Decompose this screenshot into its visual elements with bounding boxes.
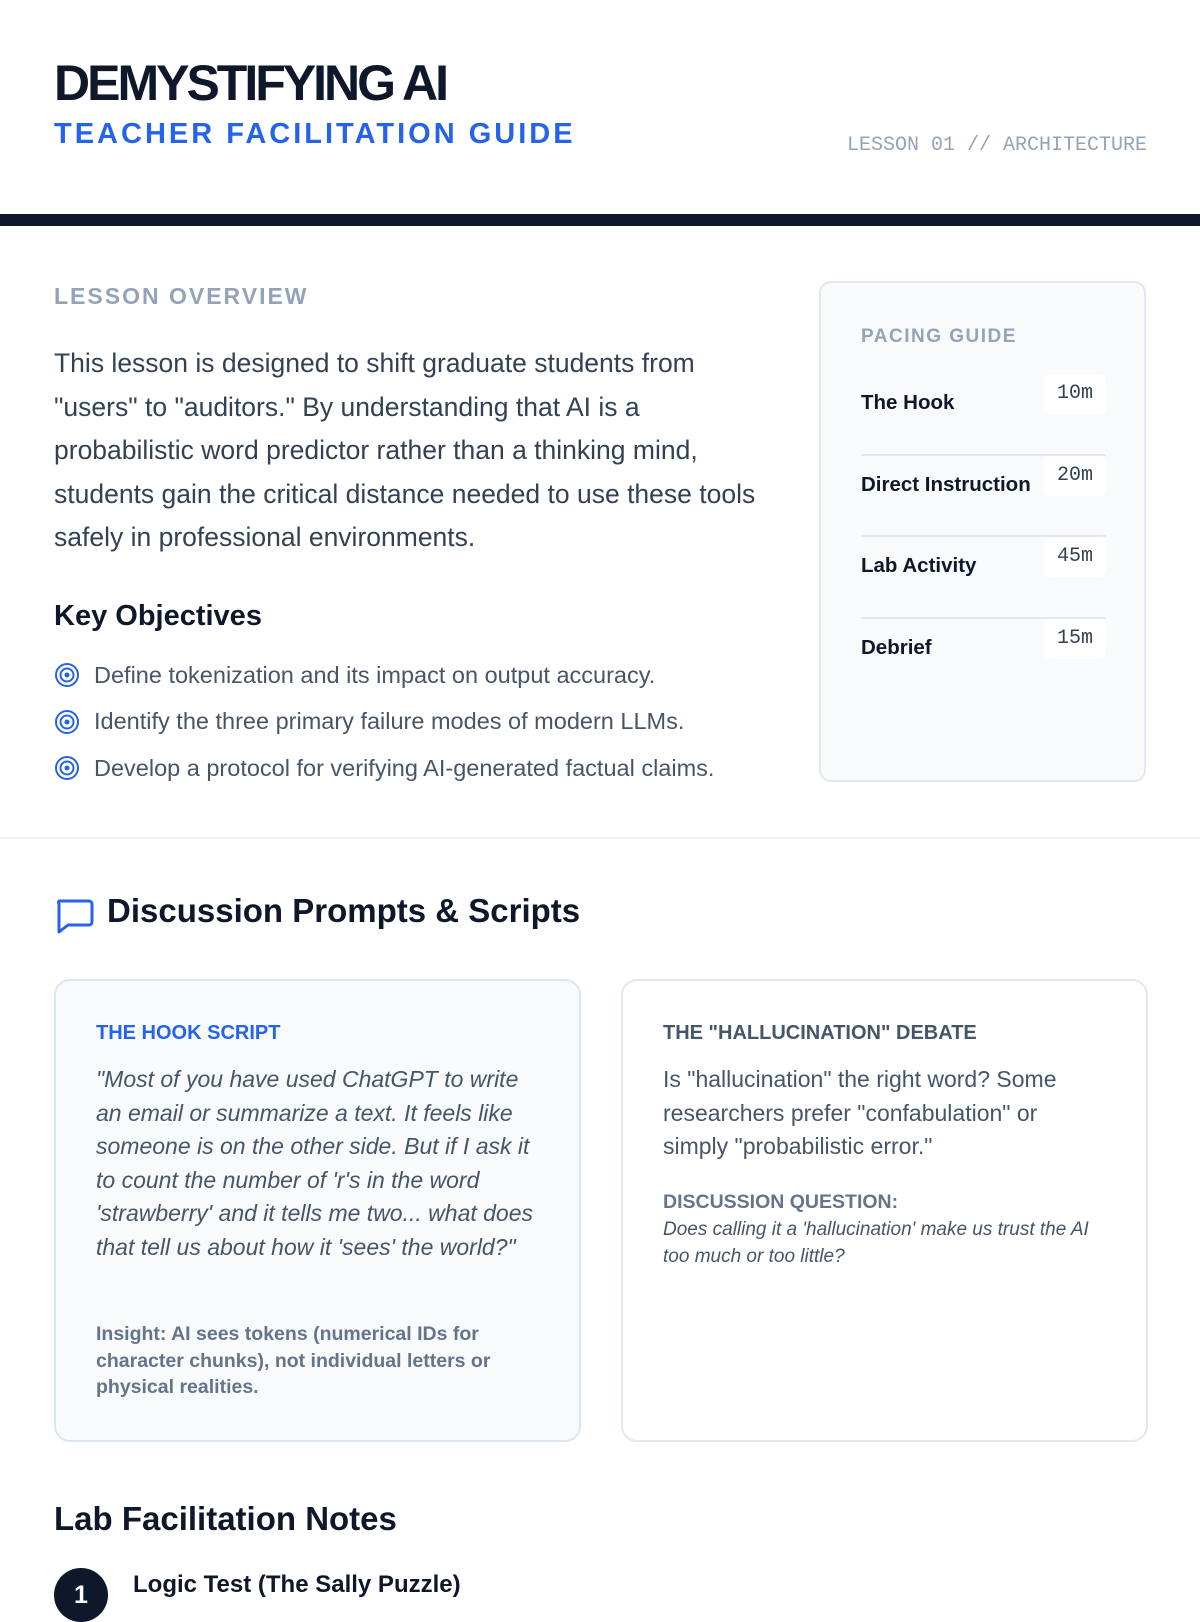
pacing-row	[861, 537, 1106, 619]
pacing-activity: Lab Activity	[861, 554, 977, 577]
pacing-activity: Direct Instruction	[861, 472, 1031, 496]
pacing-duration: 45m	[1044, 537, 1106, 577]
page-header	[0, 0, 1200, 214]
pacing-duration: 15m	[1044, 619, 1106, 659]
hook-script-label: THE HOOK SCRIPT	[96, 1022, 281, 1044]
pacing-guide-label: PACING GUIDE	[861, 326, 1017, 347]
step-number-badge: 1	[54, 1568, 108, 1622]
objective-item	[54, 745, 714, 792]
debate-label: THE "HALLUCINATION" DEBATE	[663, 1022, 977, 1044]
document-subtitle: TEACHER FACILITATION GUIDE	[54, 118, 576, 150]
pacing-guide-card	[819, 281, 1146, 782]
pacing-row	[861, 619, 1106, 701]
hook-insight: Insight: AI sees tokens (numerical IDs for character chunks), not individual letters or physical realities.	[96, 1323, 491, 1398]
pacing-activity: The Hook	[861, 391, 955, 414]
objective-item	[54, 652, 714, 699]
section-divider	[0, 837, 1200, 839]
debate-text: Is "hallucination" the right word? Some researchers prefer "confabulation" or simply "probabilistic error."	[663, 1066, 1057, 1159]
pacing-row	[861, 456, 1106, 538]
discussion-question-label: DISCUSSION QUESTION:	[663, 1191, 899, 1213]
step-title: Logic Test (The Sally Puzzle)	[133, 1571, 461, 1598]
target-icon	[54, 662, 80, 688]
objective-text: Identify the three primary failure modes of modern LLMs.	[94, 708, 685, 735]
objectives-list	[54, 652, 714, 792]
discussion-question: Does calling it a 'hallucination' make us trust the AI too much or too little?	[663, 1219, 1089, 1267]
overview-label: LESSON OVERVIEW	[54, 283, 309, 309]
hook-script-quote: "Most of you have used ChatGPT to write an email or summarize a text. It feels like someone is on the other side. But if I ask it to count the number of 'r's in the word 'strawberry' and it tells me two... what does that tell us about how it 'sees' the world?"	[96, 1066, 534, 1260]
pacing-duration: 10m	[1044, 374, 1106, 414]
document-title: DEMYSTIFYING AI	[54, 55, 447, 111]
discussion-title: Discussion Prompts & Scripts	[107, 892, 581, 929]
objective-text: Define tokenization and its impact on output accuracy.	[94, 661, 656, 688]
lab-notes-title: Lab Facilitation Notes	[54, 1500, 397, 1537]
objectives-title: Key Objectives	[54, 600, 262, 632]
lesson-code: LESSON 01 // ARCHITECTURE	[846, 134, 1147, 157]
pacing-duration: 20m	[1044, 456, 1106, 496]
target-icon	[54, 709, 80, 735]
header-rule	[0, 214, 1200, 226]
pacing-list	[861, 374, 1106, 700]
objective-text: Develop a protocol for verifying AI-generated factual claims.	[94, 754, 715, 781]
overview-text: This lesson is designed to shift graduate students from "users" to "auditors." By understanding that AI is a probabilistic word predictor rather than a thinking mind, students gain the critical distance needed to use these tools safely in professional environments.	[54, 348, 756, 552]
objective-item	[54, 699, 714, 746]
target-icon	[54, 755, 80, 781]
hook-script-card	[54, 979, 581, 1442]
pacing-row	[861, 374, 1106, 456]
chat-bubble-icon	[54, 898, 94, 934]
pacing-activity: Debrief	[861, 635, 932, 659]
hallucination-debate-card	[621, 979, 1148, 1442]
